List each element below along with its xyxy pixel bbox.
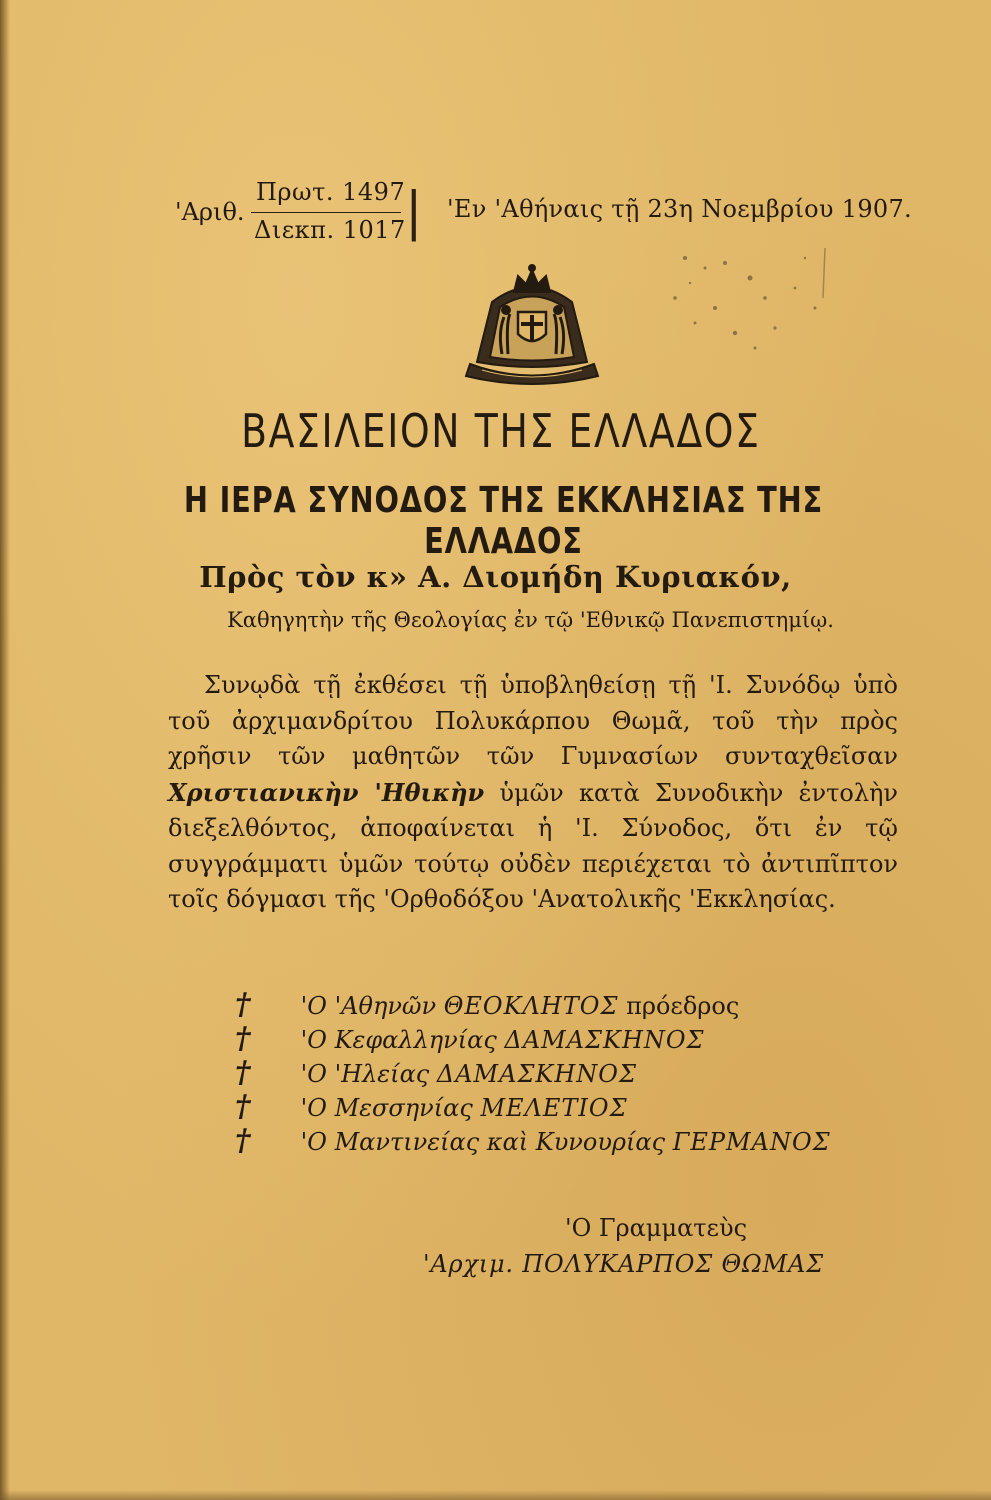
signatory-article: 'Ο — [300, 1026, 327, 1054]
signatory-article: 'Ο — [300, 992, 327, 1020]
secretary-rank: 'Αρχιμ. — [423, 1250, 514, 1278]
signatory-name: ΜΕΛΕΤΙΟΣ — [480, 1094, 628, 1122]
signatory-article: 'Ο — [300, 1060, 327, 1088]
cross-icon: † — [235, 1089, 251, 1124]
signatory-name: ΔΑΜΑΣΚΗΝΟΣ — [504, 1026, 705, 1054]
body-text-part1: Συνῳδὰ τῇ ἐκθέσει τῇ ὑποβληθείσῃ τῇ 'Ι. Συνόδῳ ὑπὸ τοῦ ἀρχιμανδρίτου Πολυκάρπου Θωμᾶ, τοῦ τὴν πρὸς χρῆσιν τῶν μαθητῶν τῶν Γυμνασίων συνταχθεῖσαν — [168, 671, 898, 770]
protocol-number: Πρωτ. 1497 — [256, 178, 406, 206]
cross-icon: † — [235, 1123, 251, 1158]
royal-coat-of-arms-icon — [452, 262, 612, 392]
cross-icon: † — [235, 1055, 251, 1090]
secretary-name: ΠΟΛΥΚΑΡΠΟΣ ΘΩΜΑΣ — [522, 1250, 824, 1278]
addressee-name: Πρὸς τὸν κ» Α. Διομήδη Κυριακόν, — [199, 560, 792, 594]
signatory-row — [235, 1124, 875, 1158]
signatory-article: 'Ο — [300, 1128, 327, 1156]
signatory-see: 'Ηλείας — [334, 1060, 430, 1088]
reference-divider — [251, 212, 401, 213]
signatories-list — [235, 988, 875, 1158]
signatory-role: πρόεδρος — [626, 992, 740, 1020]
signatory-row — [235, 1056, 875, 1090]
reference-block — [175, 178, 423, 250]
signatory-name: ΔΑΜΑΣΚΗΝΟΣ — [436, 1060, 637, 1088]
cross-icon: † — [235, 1021, 251, 1056]
cross-icon: † — [235, 987, 251, 1022]
dispatch-number: Διεκπ. 1017 — [254, 216, 406, 244]
signatory-name: ΓΕΡΜΑΝΟΣ — [672, 1128, 831, 1156]
reference-prefix: 'Αριθ. — [175, 198, 245, 226]
synod-title: Η ΙΕΡΑ ΣΥΝΟΔΟΣ ΤΗΣ ΕΚΚΛΗΣΙΑΣ ΤΗΣ ΕΛΛΑΔΟΣ — [183, 480, 823, 562]
body-text-part2: ὑμῶν κατὰ Συνοδικὴν ἐντολὴν διεξελθόντος, ἀποφαίνεται ἡ 'Ι. Σύνοδος, ὅτι ἐν τῷ συγγράμματι ὑμῶν τούτῳ οὐδὲν περιέχεται τὸ ἀντιπῖπτον τοῖς δόγμασι τῆς 'Ορθοδόξου 'Ανατολικῆς 'Εκκλησίας. — [168, 778, 898, 913]
signatory-see: Κεφαλληνίας — [334, 1026, 497, 1054]
signatory-article: 'Ο — [300, 1094, 327, 1122]
date-line: 'Εν 'Αθήναις τῇ 23η Νοεμβρίου 1907. — [447, 195, 912, 223]
brace-divider: | — [405, 182, 423, 242]
letter-paragraph — [168, 668, 898, 918]
paper-edge-bottom — [0, 1490, 991, 1500]
signatory-row — [235, 1090, 875, 1124]
secretary-title: 'Ο Γραμματεὺς — [565, 1214, 748, 1242]
ink-stamp-icon — [655, 238, 835, 368]
paper-edge-left — [0, 0, 10, 1500]
book-title: Χριστιανικὴν 'Ηθικὴν — [168, 777, 485, 807]
addressee-title: Καθηγητὴν τῆς Θεολογίας ἐν τῷ 'Εθνικῷ Πανεπιστημίῳ. — [227, 608, 834, 632]
signatory-see: Μαντινείας καὶ Κυνουρίας — [334, 1128, 666, 1156]
kingdom-title: ΒΑΣΙΛΕΙΟΝ ΤΗΣ ΕΛΛΑΔΟΣ — [241, 404, 761, 458]
secretary-signature — [423, 1250, 824, 1278]
signatory-row — [235, 988, 875, 1022]
signatory-see: 'Αθηνῶν — [334, 992, 437, 1020]
letter-body — [168, 668, 898, 918]
signatory-row — [235, 1022, 875, 1056]
signatory-see: Μεσσηνίας — [334, 1094, 473, 1122]
signatory-name: ΘΕΟΚΛΗΤΟΣ — [443, 992, 619, 1020]
